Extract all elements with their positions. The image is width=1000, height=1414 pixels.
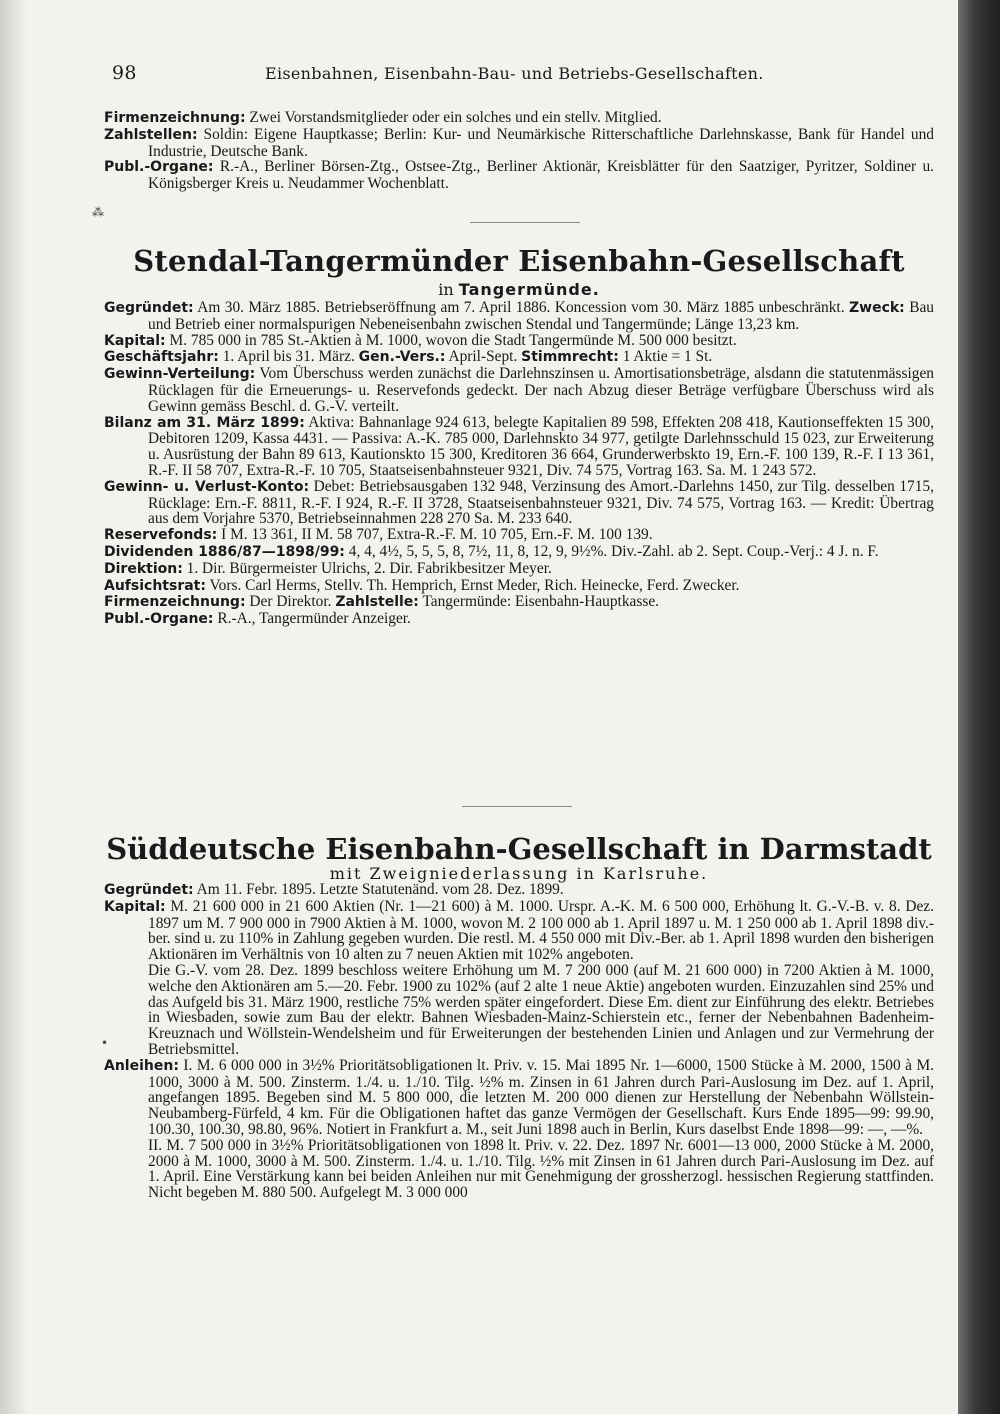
entry-dividenden xyxy=(104,544,934,561)
entry-key-3: Stimmrecht: xyxy=(521,349,619,366)
entry-kapital xyxy=(104,333,934,350)
entry-key: Kapital: xyxy=(104,332,166,349)
company-title: Stendal-Tangermünder Eisenbahn-Gesellschaft xyxy=(133,244,905,278)
entry-key: Direktion: xyxy=(104,560,183,577)
company-entries xyxy=(104,300,934,628)
entry-firmenzeichnung xyxy=(104,594,934,611)
section-divider xyxy=(470,222,580,223)
company-subtitle: mit Zweigniederlassung in Karlsruhe. xyxy=(329,864,709,883)
entry-firmenzeichnung xyxy=(104,110,934,127)
entry-text: I M. 13 361, II M. 58 707, Extra-R.-F. M. 10 705, Ern.-F. M. 100 139. xyxy=(217,526,653,544)
entry-publ-organe xyxy=(104,611,934,628)
entry-key: Zahlstellen: xyxy=(104,126,198,143)
entry-gegruendet xyxy=(104,300,934,333)
location-prefix: in xyxy=(438,280,459,299)
previous-entry-tail xyxy=(104,110,934,192)
entry-kapital xyxy=(104,899,934,963)
entry-text-3: 1 Aktie = 1 St. xyxy=(618,348,713,366)
entry-gegruendet xyxy=(104,882,934,899)
entry-text: Am 11. Febr. 1895. Letzte Statutenänd. vom 28. Dez. 1899. xyxy=(193,881,564,898)
entry-text: Vom Überschuss werden zunächst die Darlehnszinsen u. Amortisationsbeträge, alsdann die statutenmässigen Rücklagen für die Erneuerungs- u. Reservefonds gedeckt. Der nach Abzug dieser Beträge verfügbare Überschuss wird als Gewinn gemäss Beschl. d. G.-V. verteilt. xyxy=(148,365,934,415)
entry-reservefonds xyxy=(104,527,934,544)
entry-gewinn-verteilung xyxy=(104,366,934,414)
entry-key: Gewinn-Verteilung: xyxy=(104,366,256,383)
entry-key: Bilanz am 31. März 1899: xyxy=(104,414,305,431)
entry-key: Dividenden 1886/87—1898/99: xyxy=(104,543,345,560)
entry-anleihen xyxy=(104,1058,934,1138)
entry-gewinn-verlust xyxy=(104,479,934,527)
entry-key: Gewinn- u. Verlust-Konto: xyxy=(104,478,310,495)
ink-speck: • xyxy=(101,1036,109,1050)
entry-key: Reservefonds: xyxy=(104,527,218,544)
entry-key: Kapital: xyxy=(104,898,166,915)
entry-key-2: Zweck: xyxy=(848,300,905,316)
entry-kapital-continued xyxy=(104,963,934,1058)
entry-text: R.-A., Tangermünder Anzeiger. xyxy=(213,610,411,628)
page-number: 98 xyxy=(112,62,137,84)
entry-text: Der Direktor. xyxy=(245,593,336,611)
ink-speck: ⁂ xyxy=(92,205,104,219)
entry-key: Geschäftsjahr: xyxy=(104,349,219,366)
entry-geschaeftsjahr xyxy=(104,349,934,366)
entry-text: M. 21 600 000 in 21 600 Aktien (Nr. 1—21 600) à M. 1000. Urspr. A.-K. M. 6 500 000, Erhöhung lt. G.-V.-B. v. 8. Dez. 1897 um M. 7 900 000 in 7900 Aktien à M. 1000, wovon M. 2 100 000 ab 1. April 1897 u. M. 1 250 000 ab 1. April 1898 div.-ber. sind u. zu 110% in Zahlung gegeben wurden. Die restl. M. 4 550 000 mit Div.-Ber. ab 1. April 1898 wurden den bisherigen Aktionären im Verhältnis von 10 alten zu 7 neuen Aktien mit 102% angeboten. xyxy=(148,897,934,964)
entry-key: Gegründet: xyxy=(104,882,194,898)
entry-text: Debet: Betriebsausgaben 132 948, Verzinsung des Amort.-Darlehns 1450, zur Tilg. desselben 1715, Rücklage: Ern.-F. 8811, R.-F. I 924, R.-F. II 3728, Staatseisenbahnsteuer 9321, Div. 74 575, Vortrag 163. — Kredit: Übertrag aus dem Vorjahre 5370, Betriebseinnahmen 228 270 Sa. M. 233 640. xyxy=(148,477,934,528)
entry-key: Publ.-Organe: xyxy=(104,159,214,176)
company-entries xyxy=(104,882,934,1201)
entry-bilanz xyxy=(104,415,934,479)
entry-text: Am 30. März 1885. Betriebseröffnung am 7. April 1886. Koncession vom 30. März 1885 unbeschränkt. xyxy=(193,299,849,316)
entry-text: 4, 4, 4½, 5, 5, 5, 8, 7½, 11, 8, 12, 9, 9½%. Div.-Zahl. ab 2. Sept. Coup.-Verj.: 4 J. n. F. xyxy=(344,542,879,560)
location-name: Tangermünde. xyxy=(458,280,600,299)
entry-text: Aktiva: Bahnanlage 924 613, belegte Kapitalien 89 598, Effekten 208 418, Kautionseffekten 15 300, Debitoren 1209, Kassa 4431. — Passiva: A.-K. 785 000, Darlehnskto 34 977, getilgte Darlehnsschuld 15 023, zur Erweiterung u. Ausrüstung der Bahn 89 613, Kautionskto 15 300, Kreditoren 36 664, Grunderwerbskto 19, Ern.-F. 100 139, R.-F. I 13 361, R.-F. II 58 707, Extra-R.-F. 10 705, Staatseisenbahnsteuer 9321, Div. 74 575, Vortrag 163. Sa. M. 1 243 572. xyxy=(148,413,934,479)
entry-text-2: April-Sept. xyxy=(445,348,522,366)
entry-key: Firmenzeichnung: xyxy=(104,594,246,611)
entry-text: M. 785 000 in 785 St.-Aktien à M. 1000, wovon die Stadt Tangermünde M. 500 000 besitzt. xyxy=(165,331,737,349)
entry-key: Publ.-Organe: xyxy=(104,611,214,628)
entry-text: Vors. Carl Herms, Stellv. Th. Hemprich, Ernst Meder, Rich. Heinecke, Ferd. Zwecker. xyxy=(205,576,740,594)
entry-text: I. M. 6 000 000 in 3½% Prioritätsobligationen lt. Priv. v. 15. Mai 1895 Nr. 1—6000, 1500 Stücke à M. 2000, 1500 à M. 1000, 3000 à M. 500. Zinsterm. 1./4. u. 1./10. Tilg. ½% m. Zinsen in 61 Jahren durch Pari-Auslosung im Dez. auf 1. April, angefangen 1895. Begeben sind M. 5 800 000, die letzten M. 200 000 dienen zur Herstellung der Nebenbahn Wöllstein-Neubamberg-Fürfeld, 4 km. Für die Obligationen haftet das ganze Vermögen der Gesellschaft. Kurs Ende 1895—99: 99.90, 100.30, 100.30, 98.80, 96%. Notiert in Frankfurt a. M., seit Juni 1898 auch in Berlin, Kurs daselbst Ende 1898—99: —, —%. xyxy=(148,1056,934,1138)
entry-text: 1. April bis 31. März. xyxy=(218,348,359,366)
entry-text: R.-A., Berliner Börsen-Ztg., Ostsee-Ztg., Berliner Aktionär, Kreisblätter für den Saatziger, Pyritzer, Soldiner u. Königsberger Kreis u. Neudammer Wochenblatt. xyxy=(148,158,934,193)
entry-text-2: Tangermünde: Eisenbahn-Hauptkasse. xyxy=(418,593,660,611)
entry-anleihen-continued xyxy=(104,1138,934,1201)
running-title: Eisenbahnen, Eisenbahn-Bau- und Betriebs-Gesellschaften. xyxy=(265,64,764,83)
entry-direktion xyxy=(104,561,934,578)
entry-zahlstellen xyxy=(104,127,934,160)
page-edge-shadow xyxy=(0,0,28,1414)
entry-key: Gegründet: xyxy=(104,300,194,316)
entry-text-2: Bau und Betrieb einer normalspurigen Nebeneisenbahn zwischen Stendal und Tangermünde; Länge 13,23 km. xyxy=(148,299,935,333)
entry-text: Zwei Vorstandsmitglieder oder ein solches und ein stellv. Mitglied. xyxy=(245,109,662,126)
entry-key: Aufsichtsrat: xyxy=(104,577,206,594)
company-title: Süddeutsche Eisenbahn-Gesellschaft in Darmstadt xyxy=(106,832,932,866)
entry-text: II. M. 7 500 000 in 3½% Prioritätsobligationen von 1898 lt. Priv. v. 22. Dez. 1897 Nr. 6001—13 000, 2000 Stücke à M. 2000, 2000 à M. 1000, 3000 à M. 500. Zinsterm. 1./4. u. 1./10. Tilg. ½% mit Zinsen in 61 Jahren durch Pari-Auslosung im Dez. auf 1. April. Eine Verstärkung kann bei beiden Anleihen nur mit Genehmigung der grossherzogl. hessischen Regierung stattfinden. Nicht begeben M. 880 500. Aufgelegt M. 3 000 000 xyxy=(148,1136,934,1202)
entry-key-2: Gen.-Vers.: xyxy=(358,349,446,366)
entry-key-2: Zahlstelle: xyxy=(335,594,419,611)
entry-aufsichtsrat xyxy=(104,578,934,595)
entry-text: 1. Dir. Bürgermeister Ulrichs, 2. Dir. Fabrikbesitzer Meyer. xyxy=(182,559,552,577)
entry-key: Firmenzeichnung: xyxy=(104,110,246,126)
entry-text: Soldin: Eigene Hauptkasse; Berlin: Kur- und Neumärkische Ritterschaftliche Darlehnskasse, Bank für Handel und Industrie, Deutsche Bank. xyxy=(148,125,934,160)
entry-publ-organe xyxy=(104,159,934,192)
company-location xyxy=(104,280,934,299)
section-divider xyxy=(462,806,572,807)
entry-text: Die G.-V. vom 28. Dez. 1899 beschloss weitere Erhöhung um M. 7 200 000 (auf M. 21 600 000) in 7200 Aktien à M. 1000, welche den Aktionären am 5.—20. Febr. 1900 zu 102% (auf 2 alte 1 neue Aktie) angeboten wurden. Einzuzahlen sind 25% und das Aufgeld bis 31. März 1900, restliche 75% werden später eingefordert. Diese Em. dient zur Einführung des elektr. Betriebes in Wiesbaden, sowie zum Bau der elektr. Bahnen Wiesbaden-Mainz-Schierstein etc., ferner der Nebenbahnen Badenheim-Kreuznach und Wöllstein-Wendelsheim und für Erweiterungen der bestehenden Linien und Anlagen und zur Vermehrung der Betriebsmittel. xyxy=(148,961,934,1058)
entry-key: Anleihen: xyxy=(104,1057,179,1074)
book-spine-shadow xyxy=(958,0,1000,1414)
